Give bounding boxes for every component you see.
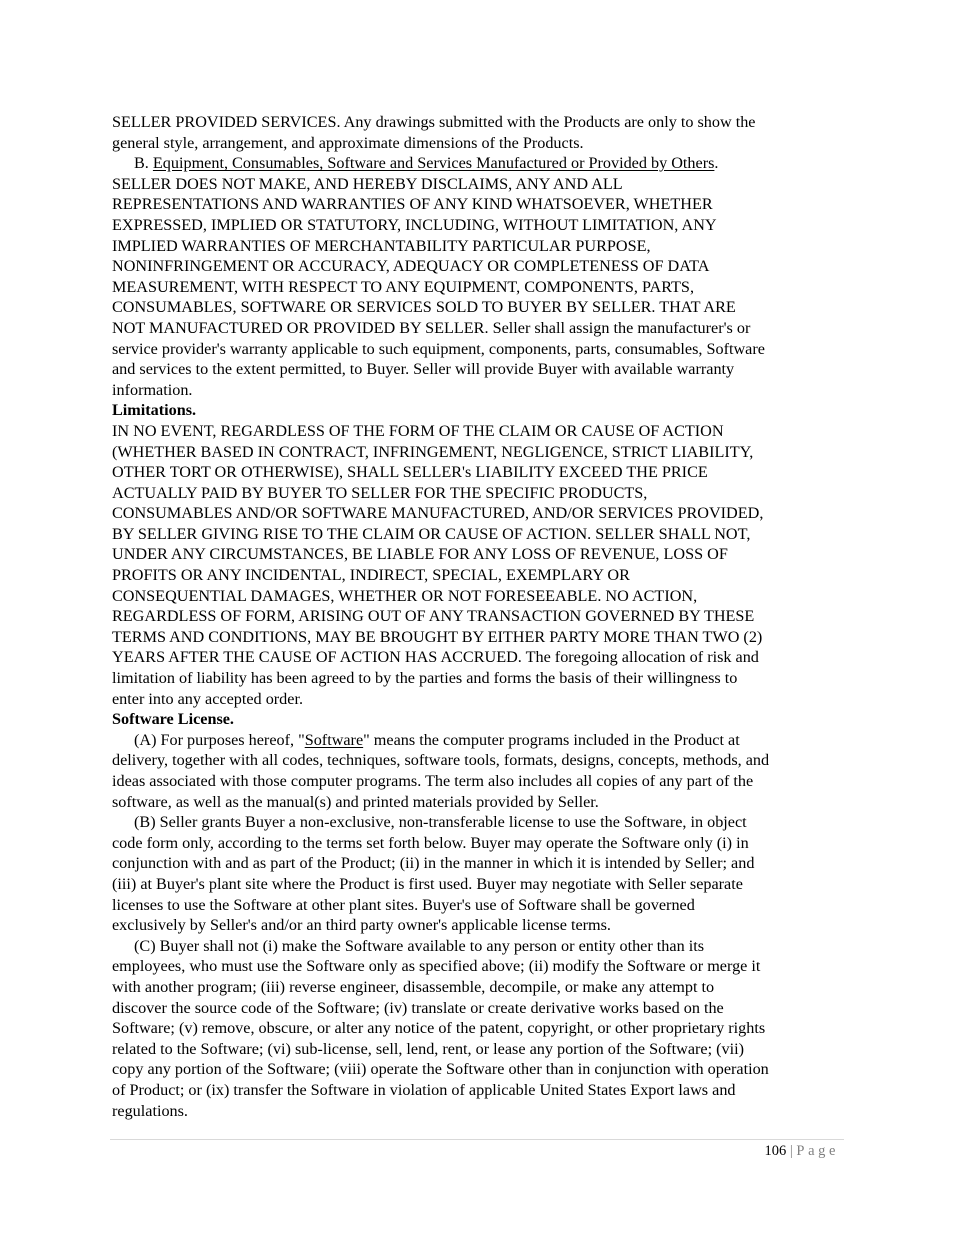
body-line: CONSUMABLES, SOFTWARE OR SERVICES SOLD TO BUYER BY SELLER. THAT ARE: [112, 298, 736, 317]
body-line: OTHER TORT OR OTHERWISE), SHALL SELLER's LIABILITY EXCEED THE PRICE: [112, 463, 708, 482]
section-b-prefix: B.: [134, 154, 153, 173]
section-b-heading-line: [112, 153, 844, 174]
body-line: REGARDLESS OF FORM, ARISING OUT OF ANY TRANSACTION GOVERNED BY THESE: [112, 607, 755, 626]
body-line: discover the source code of the Software; (iv) translate or create derivative works based on the: [112, 998, 724, 1017]
section-b-license-first-line: (B) Seller grants Buyer a non-exclusive, non-transferable license to use the Software, in object: [134, 813, 747, 832]
body-line: NONINFRINGEMENT OR ACCURACY, ADEQUACY OR COMPLETENESS OF DATA: [112, 257, 710, 276]
section-a-rest: " means the computer programs included in the Product at: [363, 730, 740, 749]
body-line: NOT MANUFACTURED OR PROVIDED BY SELLER. Seller shall assign the manufacturer's or: [112, 318, 751, 337]
body-line: SELLER PROVIDED SERVICES. Any drawings submitted with the Products are only to show the: [112, 113, 756, 131]
limitations-heading: Limitations.: [112, 401, 197, 420]
body-line: with another program; (iii) reverse engineer, disassemble, decompile, or make any attempt to: [112, 977, 715, 996]
body-line: CONSEQUENTIAL DAMAGES, WHETHER OR NOT FORESEEABLE. NO ACTION,: [112, 586, 698, 605]
body-line: TERMS AND CONDITIONS, MAY BE BROUGHT BY EITHER PARTY MORE THAN TWO (2): [112, 627, 763, 646]
body-line: EXPRESSED, IMPLIED OR STATUTORY, INCLUDING, WITHOUT LIMITATION, ANY: [112, 215, 717, 234]
body-line: UNDER ANY CIRCUMSTANCES, BE LIABLE FOR ANY LOSS OF REVENUE, LOSS OF: [112, 545, 728, 564]
body-line: delivery, together with all codes, techniques, software tools, formats, designs, concepts, methods, and: [112, 751, 770, 770]
section-c-first-line: (C) Buyer shall not (i) make the Software available to any person or entity other than its: [134, 936, 705, 955]
page-footer: [765, 1142, 840, 1160]
body-line: service provider's warranty applicable to such equipment, components, parts, consumables, Software: [112, 339, 765, 358]
body-line: (WHETHER BASED IN CONTRACT, INFRINGEMENT, NEGLIGENCE, STRICT LIABILITY,: [112, 442, 754, 461]
body-line: related to the Software; (vi) sub-license, sell, lend, rent, or lease any portion of the Software; (vii): [112, 1039, 745, 1058]
document-body: [112, 112, 844, 1121]
section-a-first-line: [112, 730, 844, 751]
page-number: 106: [764, 1143, 787, 1159]
body-line: BY SELLER GIVING RISE TO THE CLAIM OR CAUSE OF ACTION. SELLER SHALL NOT,: [112, 524, 751, 543]
body-line: general style, arrangement, and approximate dimensions of the Products.: [112, 133, 584, 152]
body-line: exclusively by Seller's and/or an third party owner's applicable license terms.: [112, 916, 611, 935]
body-line: of Product; or (ix) transfer the Software in violation of applicable United States Export laws and: [112, 1080, 736, 1099]
body-line: REPRESENTATIONS AND WARRANTIES OF ANY KIND WHATSOEVER, WHETHER: [112, 195, 713, 214]
body-line: IN NO EVENT, REGARDLESS OF THE FORM OF THE CLAIM OR CAUSE OF ACTION: [112, 421, 724, 440]
body-line: employees, who must use the Software only as specified above; (ii) modify the Software or merge it: [112, 957, 761, 976]
body-line: enter into any accepted order.: [112, 689, 304, 708]
body-line: conjunction with and as part of the Product; (ii) in the manner in which it is intended by Seller; and: [112, 854, 755, 873]
section-b-period: .: [714, 154, 719, 173]
body-line: ideas associated with those computer programs. The term also includes all copies of any part of the: [112, 772, 754, 790]
body-line: limitation of liability has been agreed to by the parties and forms the basis of their willingness to: [112, 669, 738, 688]
body-line: licenses to use the Software at other plant sites. Buyer's use of Software shall be governed: [112, 895, 695, 914]
body-line: Software; (v) remove, obscure, or alter any notice of the patent, copyright, or other proprietary rights: [112, 1019, 766, 1038]
body-line: MEASUREMENT, WITH RESPECT TO ANY EQUIPMENT, COMPONENTS, PARTS,: [112, 277, 694, 296]
section-b-heading: Equipment, Consumables, Software and Services Manufactured or Provided by Others: [152, 154, 715, 173]
body-line: PROFITS OR ANY INCIDENTAL, INDIRECT, SPECIAL, EXEMPLARY OR: [112, 566, 630, 585]
body-line: SELLER DOES NOT MAKE, AND HEREBY DISCLAIMS, ANY AND ALL: [112, 174, 623, 193]
body-line: regulations.: [112, 1101, 188, 1120]
body-line: IMPLIED WARRANTIES OF MERCHANTABILITY PARTICULAR PURPOSE,: [112, 236, 651, 255]
body-line: CONSUMABLES AND/OR SOFTWARE MANUFACTURED, AND/OR SERVICES PROVIDED,: [112, 504, 764, 523]
body-line: code form only, according to the terms set forth below. Buyer may operate the Software only (i) in: [112, 833, 749, 852]
section-a-prefix: (A) For purposes hereof, ": [134, 730, 305, 749]
software-term: Software: [304, 730, 364, 749]
footer-separator: |: [789, 1143, 793, 1159]
body-line: copy any portion of the Software; (viii) operate the Software other than in conjunction with operation: [112, 1060, 769, 1079]
body-line: ACTUALLY PAID BY BUYER TO SELLER FOR THE SPECIFIC PRODUCTS,: [112, 483, 648, 502]
software-license-heading: Software License.: [112, 710, 234, 729]
body-line: (iii) at Buyer's plant site where the Product is first used. Buyer may negotiate with Seller separate: [112, 874, 743, 893]
body-line: and services to the extent permitted, to Buyer. Seller will provide Buyer with available warranty: [112, 360, 735, 379]
body-line: information.: [112, 380, 193, 399]
body-line: YEARS AFTER THE CAUSE OF ACTION HAS ACCRUED. The foregoing allocation of risk and: [112, 648, 759, 667]
footer-divider: [110, 1139, 844, 1140]
page-label: Page: [796, 1143, 839, 1159]
body-line: software, as well as the manual(s) and printed materials provided by Seller.: [112, 792, 599, 811]
